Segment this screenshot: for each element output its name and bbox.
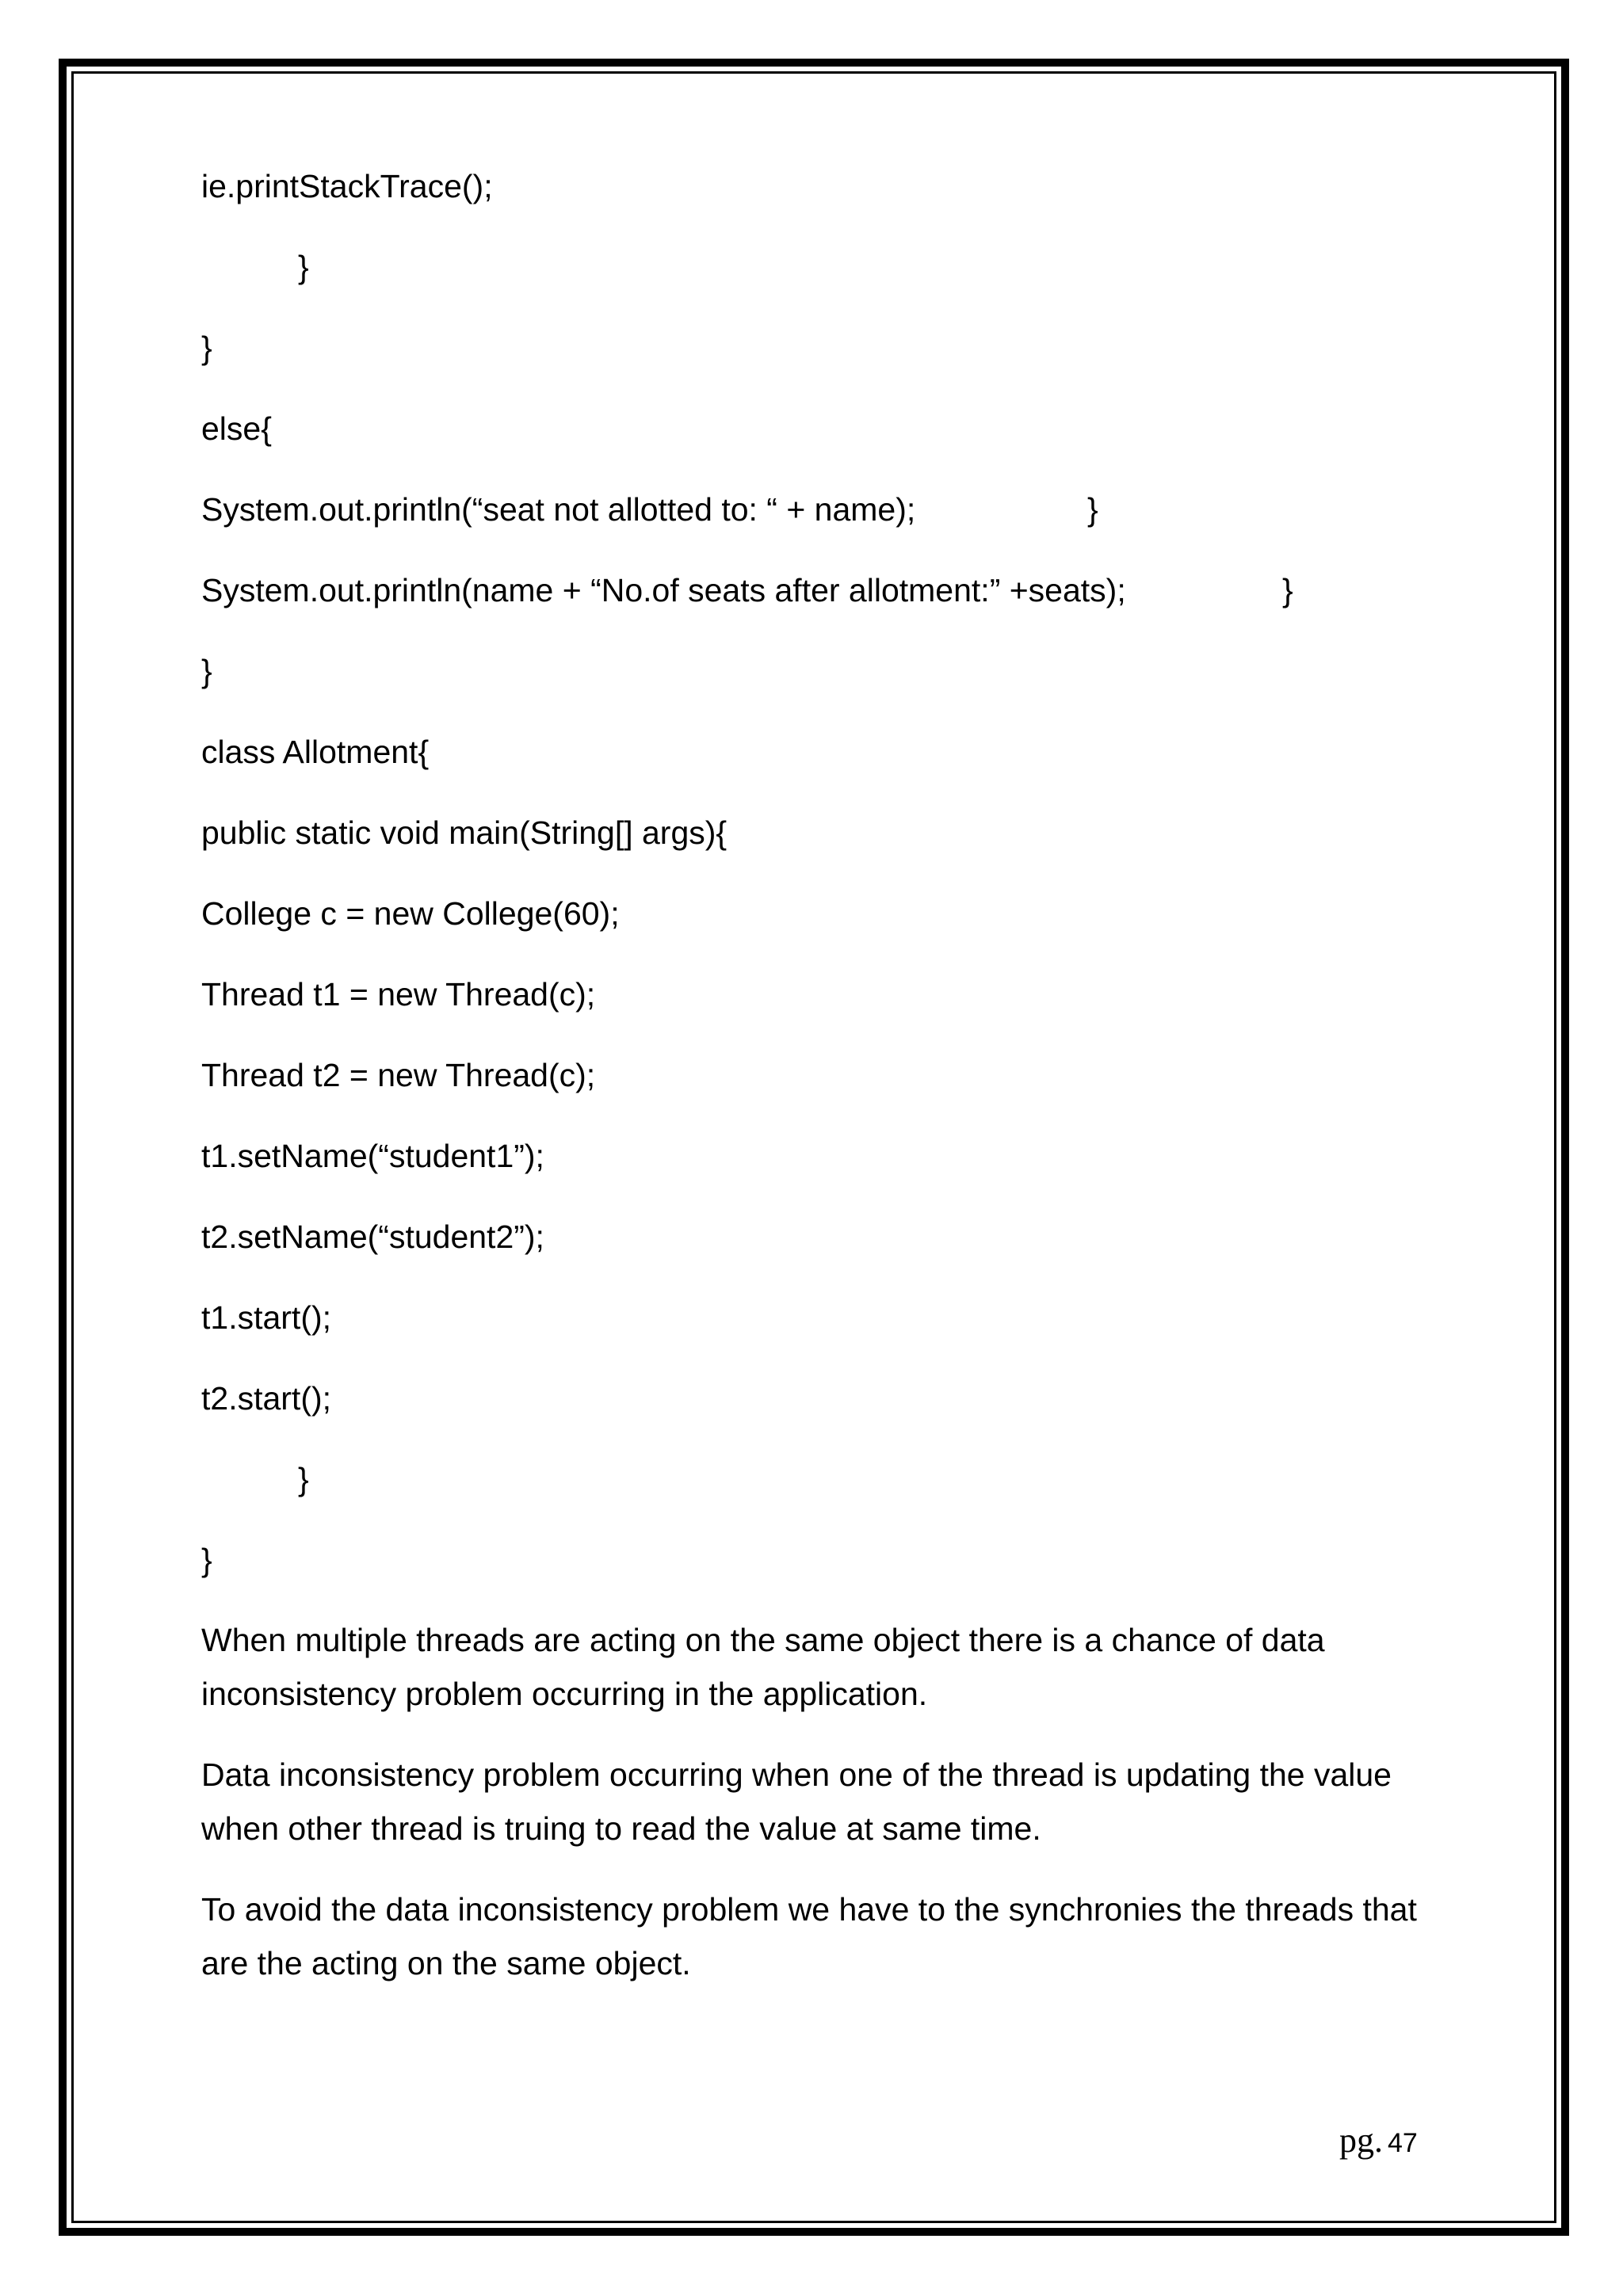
code-line: t2.start(); — [201, 1380, 332, 1417]
code-line: else{ — [201, 410, 272, 447]
code-line: class Allotment{ — [201, 734, 430, 770]
code-line: } — [201, 653, 212, 689]
code-line: } — [298, 1461, 309, 1497]
code-line: } — [298, 249, 309, 285]
code-line: Thread t2 = new Thread(c); — [201, 1057, 596, 1093]
code-line: ie.printStackTrace(); — [201, 168, 493, 204]
body-paragraph: To avoid the data inconsistency problem we have to the synchronies the threads that are the acting on the same object. — [201, 1891, 1417, 1981]
code-line: t1.start(); — [201, 1299, 332, 1336]
code-line: } — [201, 1542, 212, 1578]
code-line-closing-brace: } — [1087, 491, 1098, 528]
code-line: public static void main(String[] args){ — [201, 814, 727, 851]
code-line: System.out.println(name + “No.of seats after allotment:” +seats); — [201, 572, 1126, 608]
code-line: t1.setName(“student1”); — [201, 1138, 544, 1174]
code-line: College c = new College(60); — [201, 895, 620, 932]
page-number-footer — [1339, 2120, 1418, 2161]
page-number: 47 — [1388, 2128, 1418, 2158]
code-line: System.out.println(“seat not allotted to: “ + name); — [201, 491, 916, 528]
code-line-closing-brace: } — [1282, 572, 1293, 608]
code-line: } — [201, 330, 212, 366]
code-line: t2.setName(“student2”); — [201, 1219, 544, 1255]
body-paragraph: Data inconsistency problem occurring when one of the thread is updating the value when other thread is truing to read the value at same time. — [201, 1756, 1392, 1847]
page-label: pg. — [1339, 2121, 1383, 2160]
code-line: Thread t1 = new Thread(c); — [201, 976, 596, 1013]
body-paragraph: When multiple threads are acting on the same object there is a chance of data inconsistency problem occurring in the application. — [201, 1622, 1325, 1712]
